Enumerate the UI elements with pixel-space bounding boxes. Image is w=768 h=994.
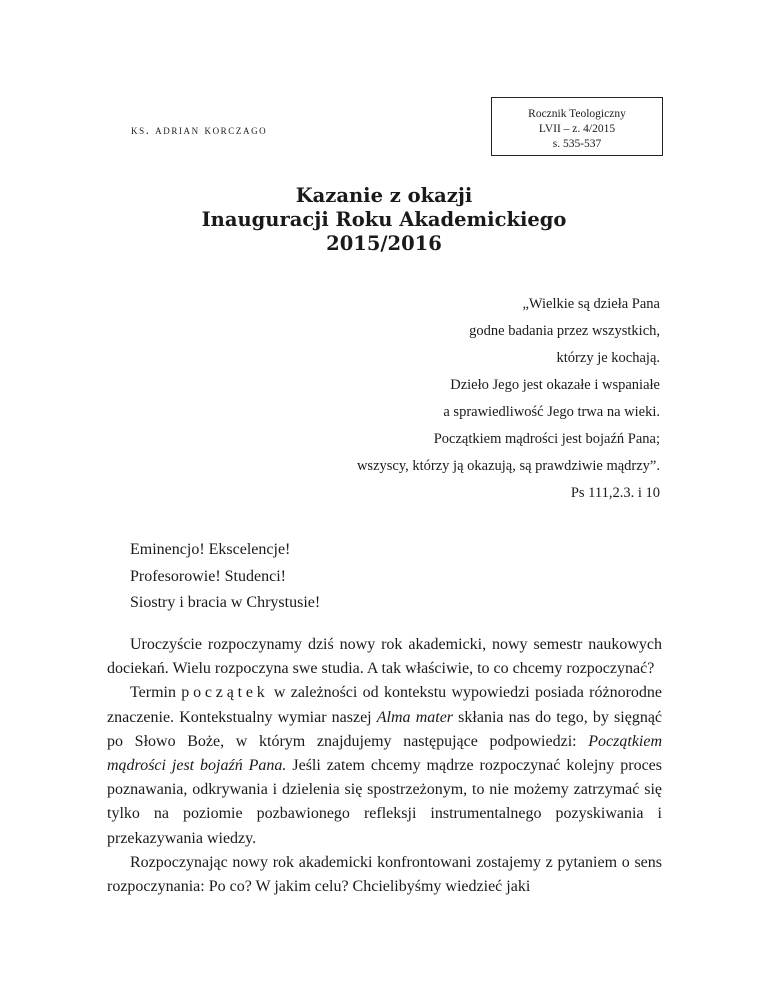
epigraph-line: a sprawiedliwość Jego trwa na wieki.: [443, 404, 660, 420]
journal-pages: s. 535-537: [552, 138, 602, 150]
italic-quote: Początkiem mądrości jest bojaźń Pana.: [107, 732, 663, 775]
title-line-1: Kazanie z okazji: [295, 184, 473, 207]
body-text: [107, 633, 662, 899]
epigraph-line: godne badania przez wszystkich,: [469, 323, 660, 339]
title-line-3: 2015/2016: [326, 232, 442, 255]
epigraph-line: Początkiem mądrości jest bojaźń Pana;: [433, 431, 660, 447]
epigraph-line: wszyscy, którzy ją okazują, są prawdziwie mądrzy”.: [356, 458, 660, 474]
epigraph-line: Dzieło Jego jest okazałe i wspaniałe: [450, 377, 660, 393]
paragraph-2: [107, 681, 662, 850]
epigraph: [240, 291, 660, 507]
greeting: [130, 537, 320, 617]
epigraph-source: Ps 111,2.3. i 10: [570, 485, 660, 501]
spaced-term: początek: [181, 684, 269, 702]
article-title: [0, 184, 768, 256]
p2-text: skłania nas do tego, by sięgnąć po Słowo Boże, w którym znajdujemy następujące podpowiedzi:: [107, 708, 663, 750]
greeting-line: Eminencjo! Ekscelencje!: [130, 541, 291, 558]
greeting-line: Siostry i bracia w Chrystusie!: [130, 594, 321, 611]
journal-volume: LVII – z. 4/2015: [538, 123, 616, 135]
p2-text: Jeśli zatem chcemy mądrze rozpoczynać kolejny proces poznawania, odkrywania i dzielenia się spostrzeżonym, to nie możemy zatrzymać się tylko na poziomie pozbawionego refleksji instrumentalnego pozyskiwania i przekazywania wiedzy.: [107, 757, 663, 847]
paragraph-1: Uroczyście rozpoczynamy dziś nowy rok akademicki, nowy semestr naukowych dociekań. Wielu rozpoczyna swe studia. A tak właściwie, to co chcemy rozpoczynać?: [107, 636, 662, 678]
epigraph-line: „Wielkie są dzieła Pana: [522, 296, 660, 312]
p2-text: Termin: [130, 684, 176, 702]
epigraph-line: którzy je kochają.: [556, 350, 660, 366]
author-name: ks. adrian korczago: [131, 123, 268, 137]
journal-info-box: [491, 97, 663, 156]
paragraph-3: Rozpoczynając nowy rok akademicki konfrontowani zostajemy z pytaniem o sens rozpoczynania: Po co? W jakim celu? Chcielibyśmy wiedzieć jaki: [107, 853, 662, 896]
greeting-line: Profesorowie! Studenci!: [130, 567, 286, 585]
title-line-2: Inauguracji Roku Akademickiego: [201, 208, 567, 231]
journal-name: Rocznik Teologiczny: [528, 108, 626, 120]
p2-text: w zależności od kontekstu wypowiedzi posiada różnorodne znaczenie. Kontekstualny wymiar naszej: [107, 684, 663, 726]
italic-alma-mater: Alma mater: [376, 708, 454, 726]
